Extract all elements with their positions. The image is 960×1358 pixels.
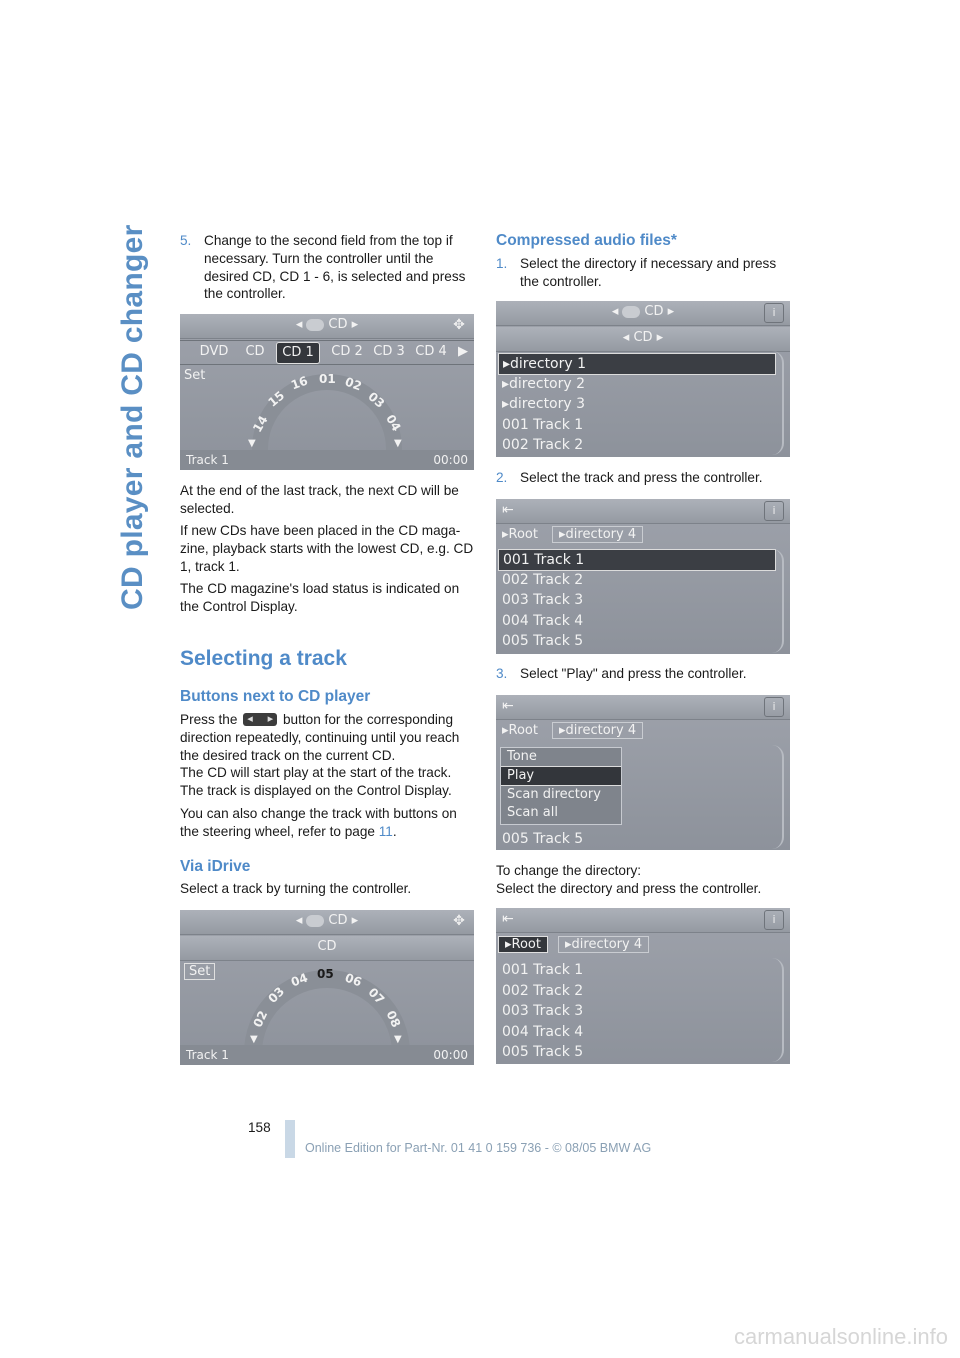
- step-number: 2.: [496, 470, 508, 485]
- footer-edition: Online Edition for Part-Nr. 01 41 0 159 736 - © 08/05 BMW AG: [305, 1141, 652, 1155]
- scrollbar: [772, 958, 784, 1062]
- paragraph: The CD magazine's load status is indicated on the Control Display.: [180, 581, 460, 614]
- back-icon: ⇤: [502, 502, 514, 518]
- breadcrumb: ▸Root: [502, 527, 538, 542]
- list-item: 005 Track 5: [502, 633, 584, 649]
- breadcrumb: ▸directory 4: [558, 936, 649, 953]
- tab-cd2: CD 2: [331, 344, 363, 359]
- screen-track-select: [180, 910, 474, 1065]
- subsection-heading: Compressed audio files*: [496, 232, 677, 249]
- tabs-next-icon: ▶: [458, 344, 468, 359]
- arc-label: 08: [383, 1008, 404, 1030]
- list-item: 001 Track 1: [502, 962, 584, 978]
- list-item: 004 Track 4: [502, 613, 584, 629]
- screen-directory-list: ◂ CD ▸ i ◂ CD ▸ ▸directory 1 ▸directory 2 ▸directory 3 001 Track 1 002 Track 2: [496, 301, 790, 457]
- breadcrumb-selected: ▸Root: [498, 936, 548, 953]
- arc-label: 15: [265, 388, 288, 410]
- arc-label: 03: [365, 389, 388, 411]
- disc-icon: [306, 915, 324, 927]
- list-item: ▸directory 3: [502, 396, 586, 412]
- elapsed-time: 00:00: [433, 453, 468, 467]
- set-label: Set: [184, 368, 206, 383]
- paragraph: At the end of the last track, the next CD will be selected.: [180, 483, 459, 516]
- section-heading: Selecting a track: [180, 647, 347, 670]
- steering-paragraph: You can also change the track with buttons on the steering wheel, refer to page 11.: [180, 806, 457, 839]
- scrollbar: [772, 549, 784, 653]
- step-2-text: Select the track and press the controller.: [520, 470, 763, 485]
- arc-label-selected: 05: [317, 967, 334, 981]
- list-item: ▸directory 2: [502, 376, 586, 392]
- page-link[interactable]: 11: [378, 823, 393, 839]
- tab-cd: CD: [245, 344, 265, 359]
- list-item: 003 Track 3: [502, 1003, 584, 1019]
- back-icon: ⇤: [502, 911, 514, 927]
- list-item: 002 Track 2: [502, 572, 584, 588]
- scroll-down-icon: ▼: [394, 1034, 402, 1045]
- scroll-down-icon: ▼: [394, 438, 402, 449]
- menu-item-tone: Tone: [507, 749, 537, 764]
- arc-label: 16: [289, 373, 310, 393]
- disc-icon: [306, 319, 324, 331]
- tab-dvd: DVD: [199, 344, 229, 359]
- list-item: ▸directory 1: [498, 353, 776, 375]
- step-number: 3.: [496, 666, 508, 681]
- arc-label: 03: [265, 984, 288, 1006]
- list-item: 002 Track 2: [502, 437, 584, 453]
- screen-header: ◂ CD ▸ ✥: [180, 910, 474, 935]
- menu-item-scan-all: Scan all: [507, 805, 558, 820]
- breadcrumb: ▸directory 4: [552, 722, 643, 739]
- set-label: Set: [184, 963, 215, 980]
- tab-cd3: CD 3: [373, 344, 405, 359]
- list-item: 005 Track 5: [502, 1044, 584, 1060]
- disc-icon: [622, 306, 640, 318]
- options-icon: ✥: [453, 913, 465, 929]
- arc-label: 02: [343, 374, 364, 394]
- buttons-paragraph: Press the ◂ ▸ button for the corresponding direction repeatedly, continuing until you reach the desired track on the current CD. The CD will start play at the start of the track. The track is displayed on the Control Display.: [180, 711, 476, 800]
- tab-cd4: CD 4: [415, 344, 447, 359]
- menu-item-play: Play: [501, 766, 621, 786]
- seek-buttons-icon: [243, 713, 277, 726]
- arc-label: 14: [250, 413, 271, 435]
- step-number: 5.: [180, 233, 192, 248]
- screen-root-select: [496, 908, 790, 1064]
- cd-tabs: [180, 342, 474, 364]
- scroll-down-icon: ▼: [248, 438, 256, 449]
- scrollbar: [772, 745, 784, 849]
- list-item: 003 Track 3: [502, 592, 584, 608]
- back-icon: ⇤: [502, 698, 514, 714]
- scroll-down-icon: ▼: [250, 1034, 258, 1045]
- scrollbar: [772, 351, 784, 455]
- footer-accent-bar: [285, 1120, 295, 1158]
- subsection-heading: Buttons next to CD player: [180, 688, 371, 705]
- step-number: 1.: [496, 256, 508, 271]
- info-icon: i: [764, 501, 784, 521]
- step-3-text: Select "Play" and press the controller.: [520, 666, 747, 681]
- screen-title: ◂ CD ▸: [295, 317, 359, 332]
- info-icon: i: [764, 303, 784, 323]
- info-icon: i: [764, 910, 784, 930]
- screen-subheader: CD: [180, 936, 474, 961]
- popup-menu: [500, 747, 622, 825]
- arc-label: 04: [289, 970, 310, 990]
- step-5-text: Change to the second field from the top if necessary. Turn the controller until the desired CD, CD 1 - 6, is selected and press the controller.: [204, 233, 466, 302]
- page-number: 158: [248, 1120, 271, 1135]
- arc-label: 07: [365, 985, 388, 1007]
- menu-item-scan-directory: Scan directory: [507, 787, 601, 802]
- options-icon: ✥: [453, 317, 465, 333]
- screen-cd-changer: [180, 314, 474, 470]
- current-track: Track 1: [186, 453, 229, 467]
- arc-label: 06: [343, 970, 364, 990]
- status-bar: [180, 450, 474, 470]
- chapter-side-title: CD player and CD changer: [116, 224, 149, 610]
- status-bar: Track 1 00:00: [180, 1045, 474, 1065]
- step-1-text: Select the directory if necessary and press the controller.: [520, 256, 777, 289]
- paragraph: Select a track by turning the controller.: [180, 881, 412, 896]
- breadcrumb: ▸directory 4: [552, 526, 643, 543]
- arc-label: 01: [319, 372, 336, 386]
- tab-cd1: CD 1: [276, 342, 320, 364]
- arc-label: 04: [383, 412, 404, 434]
- list-item: 004 Track 4: [502, 1024, 584, 1040]
- arc-label: 02: [250, 1008, 271, 1030]
- list-item: 002 Track 2: [502, 983, 584, 999]
- list-item: 005 Track 5: [502, 831, 584, 847]
- change-directory-paragraph: To change the directory: Select the directory and press the controller.: [496, 863, 762, 896]
- screen-track-list: [496, 499, 790, 654]
- list-item: 001 Track 1: [498, 549, 776, 571]
- subsection-heading: Via iDrive: [180, 858, 251, 875]
- info-icon: i: [764, 697, 784, 717]
- breadcrumb: ▸Root: [502, 723, 538, 738]
- screen-play-menu: [496, 695, 790, 850]
- paragraph: If new CDs have been placed in the CD maga-zine, playback starts with the lowest CD, e.g. CD 1, track 1.: [180, 523, 474, 574]
- site-watermark: carmanualsonline.info: [733, 1324, 948, 1349]
- list-item: 001 Track 1: [502, 417, 584, 433]
- screen-header: [180, 314, 474, 339]
